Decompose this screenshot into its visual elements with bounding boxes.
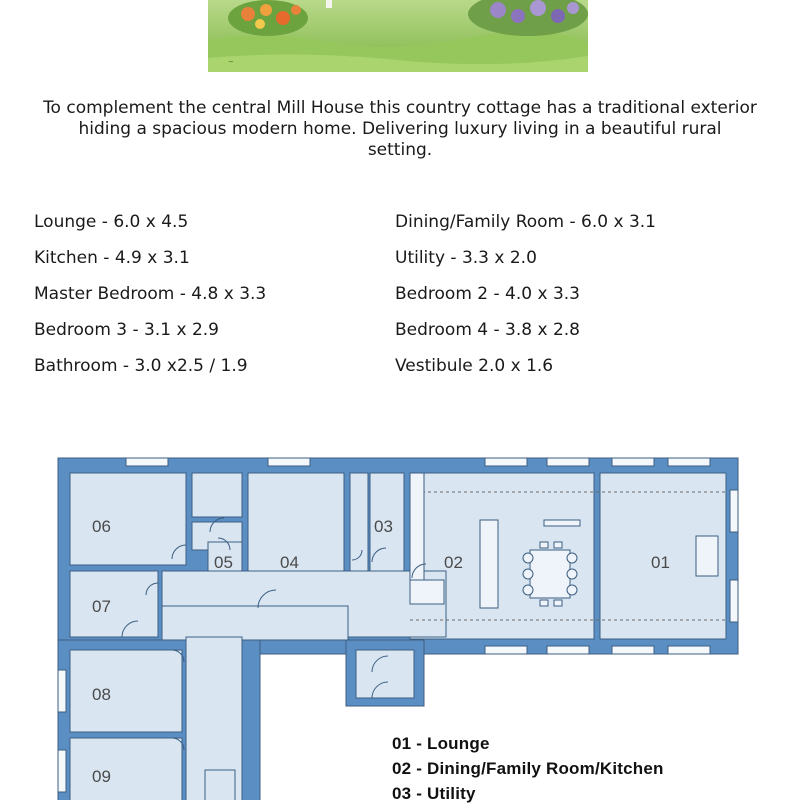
room-size-bathroom: Bathroom - 3.0 x2.5 / 1.9 <box>34 356 248 376</box>
room-size-vestibule: Vestibule 2.0 x 1.6 <box>395 356 554 376</box>
room-size-master-bedroom: Master Bedroom - 4.8 x 3.3 <box>34 284 267 304</box>
room-label-03: 03 <box>374 517 393 536</box>
room-label-01: 01 <box>651 553 670 572</box>
room-size-lounge: Lounge - 6.0 x 4.5 <box>34 212 189 232</box>
room-label-08: 08 <box>92 685 111 704</box>
hero-garden-image <box>208 0 588 72</box>
floor-plan-legend <box>392 731 664 806</box>
room-label-04: 04 <box>280 553 299 572</box>
room-size-bedroom-4: Bedroom 4 - 3.8 x 2.8 <box>395 320 580 340</box>
room-label-06: 06 <box>92 517 111 536</box>
room-size-bedroom-3: Bedroom 3 - 3.1 x 2.9 <box>34 320 219 340</box>
garden-illustration <box>208 0 588 72</box>
svg-text:~: ~ <box>228 58 234 66</box>
legend-item-03: 03 - Utility <box>392 784 476 803</box>
room-label-07: 07 <box>92 597 111 616</box>
room-size-dining: Dining/Family Room - 6.0 x 3.1 <box>395 212 657 232</box>
legend-item-01: 01 - Lounge <box>392 734 490 753</box>
legend-item-02: 02 - Dining/Family Room/Kitchen <box>392 759 664 778</box>
room-label-05: 05 <box>214 553 233 572</box>
intro-line-2: hiding a spacious modern home. Delivering luxury living in a beautiful rural <box>78 119 722 139</box>
intro-paragraph <box>0 98 800 161</box>
room-size-kitchen: Kitchen - 4.9 x 3.1 <box>34 248 190 268</box>
room-label-09: 09 <box>92 767 111 786</box>
room-label-02: 02 <box>444 553 463 572</box>
room-size-utility: Utility - 3.3 x 2.0 <box>395 248 537 268</box>
room-size-bedroom-2: Bedroom 2 - 4.0 x 3.3 <box>395 284 580 304</box>
intro-line-1: To complement the central Mill House this country cottage has a traditional exterior <box>43 98 757 118</box>
intro-line-3: setting. <box>367 140 433 160</box>
